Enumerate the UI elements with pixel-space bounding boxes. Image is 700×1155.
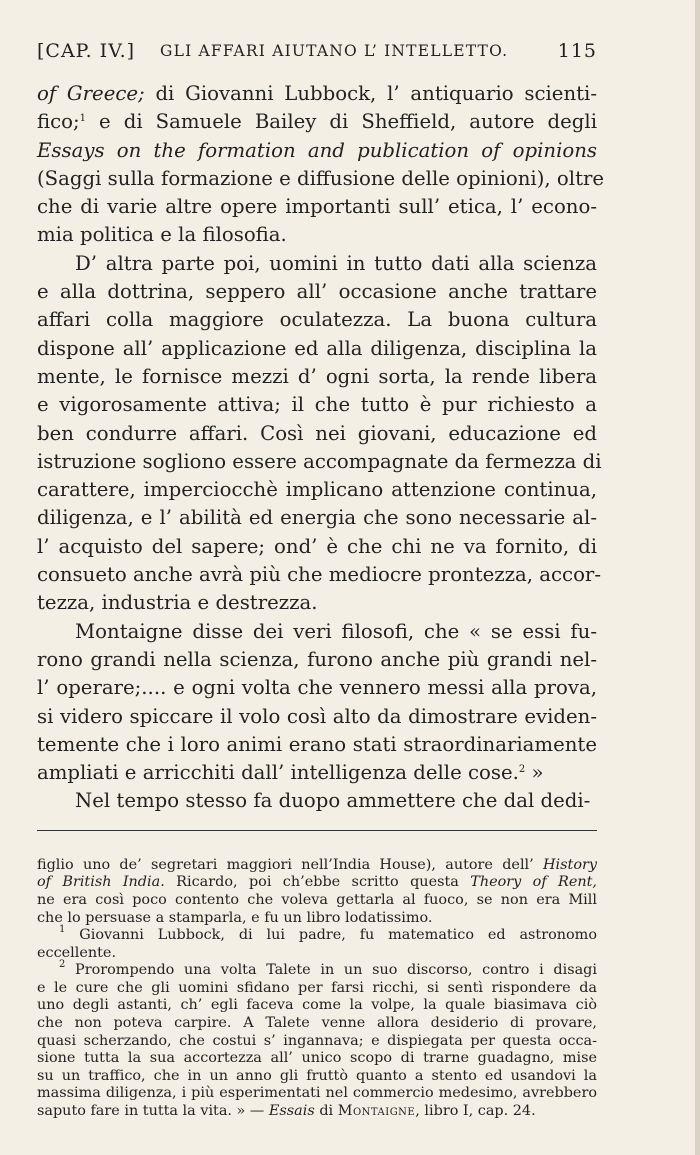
footnote-line: quasi scherzando, che costui s’ ingannava; e dispiegata per questa occa-	[37, 1032, 597, 1049]
page-number: 115	[557, 40, 597, 62]
footnote-line	[37, 1103, 597, 1121]
text-line	[37, 759, 597, 787]
footnote-marker: 1	[59, 924, 66, 936]
text-line: affari colla maggiore oculatezza. La buona cultura	[37, 308, 597, 332]
main-text	[37, 80, 605, 816]
page-edge	[695, 0, 700, 1155]
footnote-ref: 2	[518, 764, 526, 776]
footnote-1	[37, 924, 597, 962]
text-run: , libro I, cap. 24.	[415, 1103, 536, 1120]
italic-title: of British India.	[37, 874, 165, 891]
text-run: Prorompendo una volta Talete in un suo discorso, contro i disagi	[65, 962, 597, 979]
text-run: fico;	[37, 110, 80, 134]
italic-title: of Greece;	[37, 82, 145, 105]
text-line: e alla dottrina, seppero all’ occasione anche trattare	[37, 280, 597, 304]
footnote-line: sione tutta la sua accortezza all’ unico scopo di trarne guadagno, mise	[37, 1050, 597, 1067]
text-run: di Giovanni Lubbock, l’ antiquario scienti-	[144, 82, 597, 105]
text-line: istruzione sogliono essere accompagnate da fermezza di	[37, 449, 602, 473]
footnote-continuation	[37, 857, 597, 927]
text-line: ben condurre affari. Così nei giovani, educazione ed	[37, 421, 597, 445]
text-line: temente che i loro animi erano stati straordinariamente	[37, 732, 597, 756]
footnote-line: eccellente.	[37, 944, 117, 961]
footnote-line	[37, 959, 597, 980]
footnote-ref: 1	[79, 113, 87, 125]
running-header	[37, 40, 597, 74]
text-line: mia politica e la filosofia.	[37, 223, 287, 247]
footnote-line: e le cure che gli uomini sfidano per farsi ricchi, si sentì rispondere da	[37, 979, 597, 996]
text-run: Giovanni Lubbock, di lui padre, fu matematico ed astronomo	[65, 927, 597, 944]
text-line	[37, 108, 597, 136]
text-line: rono grandi nella scienza, furono anche più grandi nel-	[37, 647, 597, 671]
text-line: carattere, imperciocchè implicano attenzione continua,	[37, 478, 597, 502]
text-line: (Saggi sulla formazione e diffusione delle opinioni), oltre	[37, 166, 605, 190]
footnote-line	[37, 874, 597, 892]
footnote-line	[37, 924, 597, 945]
text-line: dispone all’ applicazione ed alla diligenza, disciplina la	[37, 336, 597, 360]
text-line: che di varie altre opere importanti sull’ etica, l’ econo-	[37, 195, 597, 219]
chapter-label: [CAP. IV.]	[37, 40, 136, 62]
paragraph	[37, 618, 597, 788]
book-page	[37, 40, 605, 1121]
footnote-line: uno degli astanti, ch’ egli faceva come la volpe, la quale biasimava ciò	[37, 997, 597, 1014]
text-run: »	[525, 761, 544, 785]
text-line: tezza, industria e destrezza.	[37, 591, 318, 615]
text-line	[37, 80, 597, 108]
footnote-rule	[37, 830, 597, 831]
italic-title: Theory of Rent,	[470, 874, 598, 891]
paragraph	[37, 80, 605, 250]
text-line: diligenza, e l’ abilità ed energia che sono necessarie al-	[37, 506, 597, 530]
italic-title: Essays on the formation and publication of opinions	[37, 138, 597, 162]
text-line: si videro spiccare il volo così alto da dimostrare eviden-	[37, 704, 597, 728]
footnote-line	[37, 857, 597, 875]
footnote-2	[37, 959, 597, 1120]
text-run: saputo fare in tutta la vita. » —	[37, 1103, 269, 1120]
text-run: ampliati e arricchiti dall’ intelligenza delle cose.	[37, 761, 519, 785]
text-run: figlio uno de’ segretari maggiori nell’India House), autore dell’	[37, 856, 543, 873]
text-line: e vigorosamente attiva; il che tutto è pur richiesto a	[37, 393, 597, 417]
footnotes	[37, 857, 597, 1121]
text-line: Montaigne disse dei veri filosofi, che « se essi fu-	[75, 619, 597, 643]
footnote-line: che lo persuase a stamparla, e fu un libro lodatissimo.	[37, 909, 433, 926]
text-line: D’ altra parte poi, uomini in tutto dati alla scienza	[75, 251, 597, 275]
footnote-marker: 2	[59, 959, 66, 971]
footnote-line: su un traffico, che in un anno gli fruttò quanto a stento ed usandovi la	[37, 1067, 597, 1084]
paragraph	[37, 250, 602, 618]
text-line: mente, le fornisce mezzi d’ ogni sorta, la rende libera	[37, 364, 597, 388]
running-title: GLI AFFARI AIUTANO L’ INTELLETTO.	[160, 42, 509, 60]
italic-title: History	[543, 856, 597, 873]
italic-title: Essais	[268, 1103, 315, 1120]
paragraph	[37, 787, 597, 815]
text-line: Nel tempo stesso fa duopo ammettere che dal dedi-	[75, 789, 591, 813]
footnote-line: massima diligenza, i più esperimentati nel commercio medesimo, avrebbero	[37, 1085, 597, 1102]
footnote-line: ne era così poco contento che voleva gettarla al fuoco, se non era Mill	[37, 891, 597, 908]
text-run: di	[314, 1103, 338, 1120]
author-name: Montaigne	[337, 1103, 416, 1120]
footnote-line: che non poteva carpire. A Talete venne allora desiderio di provare,	[37, 1015, 597, 1032]
text-line	[37, 137, 597, 165]
text-line: l’ operare;.... e ogni volta che vennero messi alla prova,	[37, 676, 597, 700]
text-line: consueto anche avrà più che mediocre prontezza, accor-	[37, 563, 601, 587]
text-run: Ricardo, poi ch’ebbe scritto questa	[164, 874, 471, 891]
text-line: l’ acquisto del sapere; ond’ è che chi ne va fornito, di	[37, 534, 597, 558]
text-run: e di Samuele Bailey di Sheffield, autore degli	[86, 110, 597, 134]
